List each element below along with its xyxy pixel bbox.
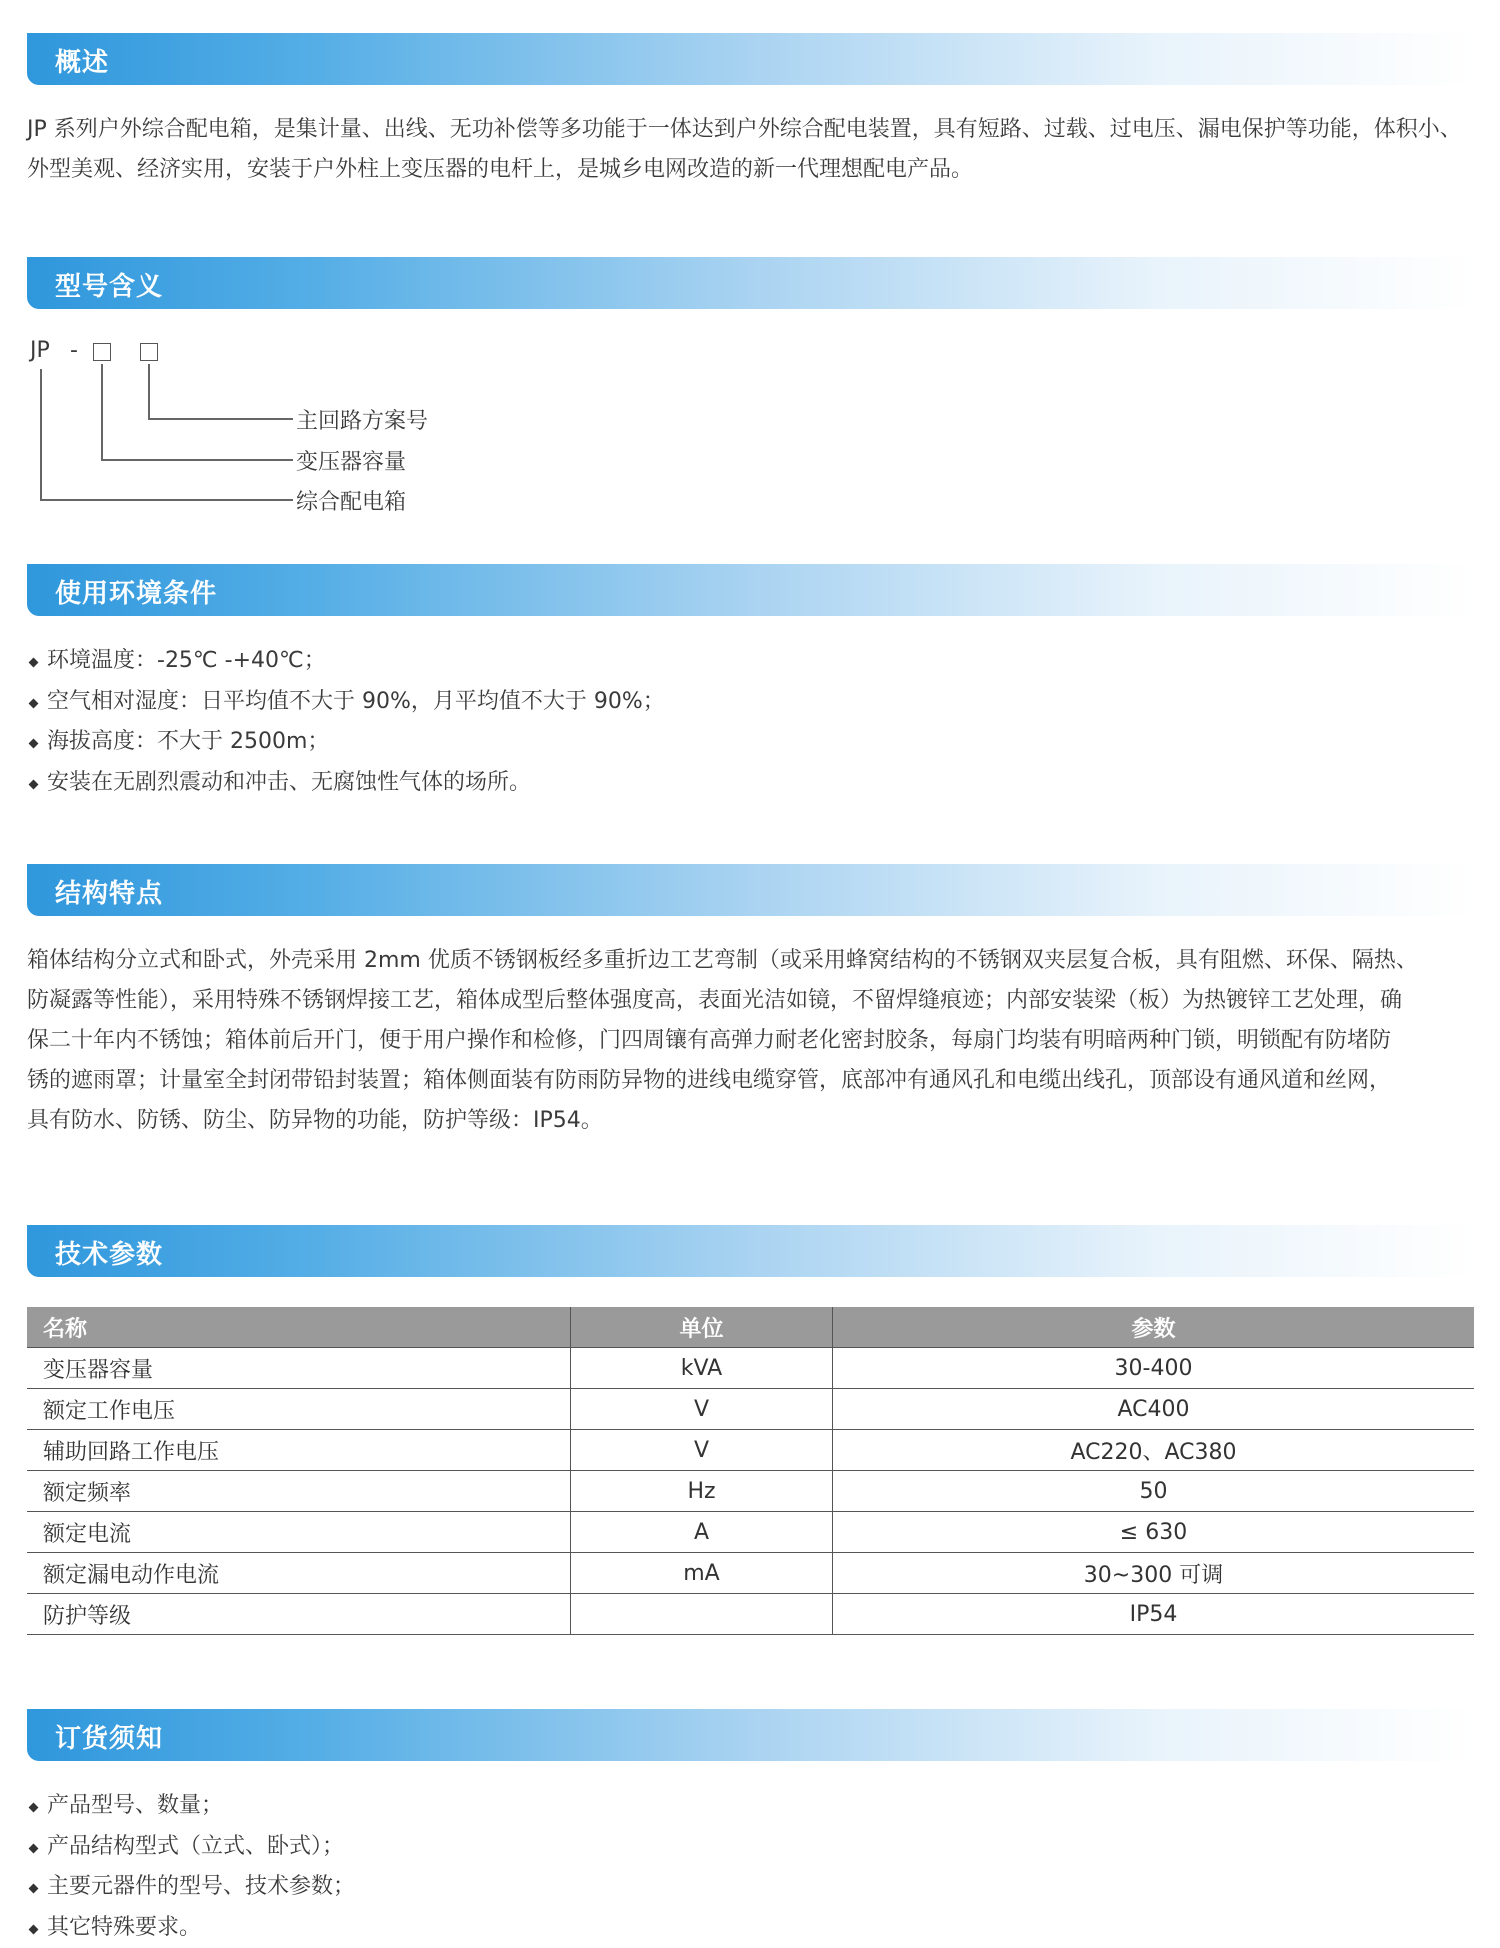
model-box-scheme (140, 343, 158, 361)
section-title: 概述 (55, 42, 109, 79)
cell-value: AC220、AC380 (833, 1430, 1475, 1471)
table-header-row (27, 1307, 1474, 1348)
model-box-capacity (93, 343, 111, 361)
section-header-environment (27, 564, 1474, 616)
structure-line: 锈的遮雨罩；计量室全封闭带铅封装置；箱体侧面装有防雨防异物的进线电缆穿管，底部冲有通风孔和电缆出线孔，顶部设有通风道和丝网， (27, 1061, 1477, 1101)
leader-line (101, 459, 293, 461)
table-row (27, 1512, 1474, 1553)
bullet-icon (29, 1924, 39, 1934)
cell-unit: V (571, 1389, 833, 1430)
section-title: 技术参数 (55, 1234, 163, 1271)
environment-list (27, 641, 665, 803)
list-item: 其它特殊要求。 (27, 1908, 355, 1948)
section-title: 型号含义 (55, 266, 163, 303)
cell-name: 额定频率 (27, 1471, 571, 1512)
model-label-box: 综合配电箱 (296, 485, 406, 516)
leader-line (148, 364, 150, 418)
cell-unit: Hz (571, 1471, 833, 1512)
cell-unit: V (571, 1430, 833, 1471)
section-title: 使用环境条件 (55, 573, 217, 610)
section-header-ordering (27, 1709, 1474, 1761)
structure-paragraph (27, 941, 1477, 1141)
cell-value: 30~300 可调 (833, 1553, 1475, 1594)
model-code: JP (30, 338, 50, 363)
bullet-icon (29, 1803, 39, 1813)
list-item: 海拔高度：不大于 2500m； (27, 722, 665, 763)
table-row (27, 1594, 1474, 1635)
list-item: 空气相对湿度：日平均值不大于 90%，月平均值不大于 90%； (27, 682, 665, 723)
overview-line: 外型美观、经济实用，安装于户外柱上变压器的电杆上，是城乡电网改造的新一代理想配电产品。 (27, 150, 1477, 190)
cell-unit (571, 1594, 833, 1635)
model-label-capacity: 变压器容量 (296, 445, 406, 476)
bullet-icon (29, 1843, 39, 1853)
structure-line: 防凝露等性能），采用特殊不锈钢焊接工艺，箱体成型后整体强度高，表面光洁如镜，不留焊缝痕迹；内部安装梁（板）为热镀锌工艺处理，确 (27, 981, 1477, 1021)
column-header-name: 名称 (27, 1307, 571, 1348)
ordering-list (27, 1786, 355, 1948)
cell-unit: kVA (571, 1348, 833, 1389)
leader-line (40, 369, 42, 499)
column-header-unit: 单位 (571, 1307, 833, 1348)
cell-value: AC400 (833, 1389, 1475, 1430)
cell-value: 50 (833, 1471, 1475, 1512)
cell-name: 辅助回路工作电压 (27, 1430, 571, 1471)
list-item: 主要元器件的型号、技术参数； (27, 1867, 355, 1908)
leader-line (40, 499, 293, 501)
list-item: 产品结构型式（立式、卧式）； (27, 1827, 355, 1868)
model-diagram (0, 0, 500, 520)
structure-line: 箱体结构分立式和卧式，外壳采用 2mm 优质不锈钢板经多重折边工艺弯制（或采用蜂窝结构的不锈钢双夹层复合板，具有阻燃、环保、隔热、 (27, 941, 1477, 981)
table-row (27, 1553, 1474, 1594)
table-row (27, 1471, 1474, 1512)
table-row (27, 1389, 1474, 1430)
bullet-icon (29, 779, 39, 789)
list-item: 安装在无剧烈震动和冲击、无腐蚀性气体的场所。 (27, 763, 665, 804)
section-header-parameters (27, 1225, 1474, 1277)
cell-name: 防护等级 (27, 1594, 571, 1635)
table-row (27, 1348, 1474, 1389)
section-header-structure (27, 864, 1474, 916)
cell-value: ≤ 630 (833, 1512, 1475, 1553)
table-row (27, 1430, 1474, 1471)
model-label-scheme: 主回路方案号 (296, 404, 428, 435)
cell-value: 30-400 (833, 1348, 1475, 1389)
bullet-icon (29, 658, 39, 668)
model-dash: - (70, 338, 78, 363)
list-item: 环境温度：-25℃ -+40℃； (27, 641, 665, 682)
cell-name: 额定电流 (27, 1512, 571, 1553)
cell-unit: mA (571, 1553, 833, 1594)
cell-name: 额定工作电压 (27, 1389, 571, 1430)
bullet-icon (29, 698, 39, 708)
bullet-icon (29, 739, 39, 749)
cell-unit: A (571, 1512, 833, 1553)
cell-name: 变压器容量 (27, 1348, 571, 1389)
overview-line: JP 系列户外综合配电箱，是集计量、出线、无功补偿等多功能于一体达到户外综合配电装置，具有短路、过载、过电压、漏电保护等功能，体积小、 (27, 110, 1477, 150)
parameters-table (27, 1307, 1474, 1635)
section-title: 结构特点 (55, 873, 163, 910)
list-item: 产品型号、数量； (27, 1786, 355, 1827)
cell-name: 额定漏电动作电流 (27, 1553, 571, 1594)
leader-line (148, 418, 293, 420)
section-title: 订货须知 (55, 1718, 163, 1755)
bullet-icon (29, 1884, 39, 1894)
column-header-value: 参数 (833, 1307, 1475, 1348)
cell-value: IP54 (833, 1594, 1475, 1635)
structure-line: 保二十年内不锈蚀；箱体前后开门，便于用户操作和检修，门四周镶有高弹力耐老化密封胶条，每扇门均装有明暗两种门锁，明锁配有防堵防 (27, 1021, 1477, 1061)
leader-line (101, 364, 103, 459)
structure-line: 具有防水、防锈、防尘、防异物的功能，防护等级：IP54。 (27, 1101, 1477, 1141)
